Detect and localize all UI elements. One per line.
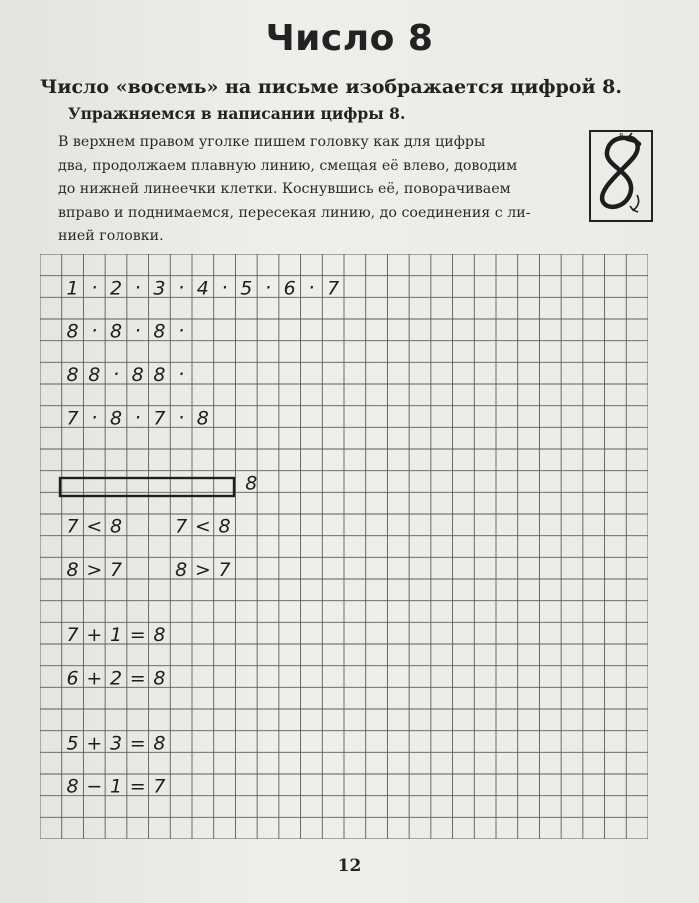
subtitle: Число «восемь» на письме изображается цифрой 8. (40, 76, 622, 98)
handwritten-symbol: 8 (109, 515, 123, 538)
handwritten-symbol: 8 (153, 364, 166, 386)
handwritten-symbol: 4 (196, 277, 209, 300)
handwritten-symbol: 8 (153, 667, 166, 690)
handwritten-symbol: · (177, 362, 185, 386)
description-line: до нижней линеечки клетки. Коснувшись её, поворачиваем (58, 181, 511, 197)
handwritten-symbol: 7 (66, 624, 79, 646)
handwritten-symbol: 7 (66, 407, 79, 430)
handwritten-symbol: = (129, 775, 146, 798)
handwritten-symbol: · (134, 405, 141, 430)
handwritten-symbol: 8 (109, 407, 123, 430)
handwritten-symbol: = (129, 732, 146, 755)
handwritten-symbol: + (86, 732, 103, 755)
handwritten-symbol: > (86, 559, 103, 581)
handwritten-symbol: < (194, 515, 211, 538)
handwritten-symbol: · (134, 318, 141, 343)
handwritten-symbol: 8 (66, 559, 79, 581)
handwritten-symbol: · (177, 405, 185, 430)
page-title: Число 8 (265, 18, 434, 59)
handwritten-symbol: 7 (327, 277, 340, 300)
handwritten-symbol: 7 (218, 559, 231, 581)
handwritten-symbol: · (91, 405, 98, 430)
handwritten-symbol: 6 (66, 667, 79, 690)
handwritten-symbol: 7 (109, 559, 123, 581)
description (58, 131, 578, 249)
handwritten-symbol: 3 (153, 277, 166, 300)
handwritten-symbol: − (86, 775, 103, 798)
handwritten-symbol: < (86, 515, 103, 538)
digit-eight-stroke-icon (591, 132, 650, 219)
handwritten-symbol: · (264, 275, 272, 300)
handwritten-symbol: 8 (109, 320, 123, 343)
handwritten-symbol: · (177, 318, 185, 343)
handwritten-symbol: 8 (245, 472, 258, 495)
handwritten-symbol: · (134, 275, 141, 300)
handwritten-symbol: 8 (131, 364, 144, 386)
handwritten-symbol: 8 (66, 364, 79, 386)
handwritten-symbol: · (91, 275, 98, 300)
handwritten-symbol: · (221, 275, 228, 300)
handwritten-symbol: 8 (218, 515, 231, 538)
handwritten-symbol: · (177, 275, 185, 300)
handwritten-symbol: 5 (66, 732, 79, 755)
handwritten-symbol: 8 (88, 364, 101, 386)
handwritten-symbol: · (308, 275, 315, 300)
handwritten-symbol: = (129, 667, 146, 690)
handwritten-symbol: 3 (109, 732, 123, 755)
handwritten-symbol: + (86, 667, 103, 690)
handwritten-symbol: 7 (66, 515, 79, 538)
handwritten-symbol: 8 (153, 624, 166, 646)
description-line: В верхнем правом уголке пишем головку как для цифры (58, 134, 486, 150)
description-line: вправо и поднимаемся, пересекая линию, до соединения с ли- (58, 204, 531, 221)
description-line: два, продолжаем плавную линию, смещая её влево, доводим (58, 157, 518, 174)
handwritten-symbol: + (86, 624, 103, 646)
writing-grid (40, 254, 648, 839)
handwritten-symbol: 8 (66, 775, 79, 798)
exercise-heading: Упражняемся в написании цифры 8. (68, 104, 406, 123)
handwritten-symbol: 5 (240, 277, 253, 300)
handwritten-symbol: · (91, 318, 98, 343)
handwritten-symbol: > (194, 559, 211, 581)
sample-digit-box (589, 130, 653, 222)
handwritten-symbol: 1 (109, 775, 123, 798)
description-line: нией головки. (58, 228, 164, 244)
handwritten-symbol: 8 (153, 732, 166, 755)
handwritten-symbol: 8 (66, 320, 79, 343)
handwritten-symbol: 7 (153, 407, 166, 430)
sample-digit-label: 8 (619, 132, 624, 140)
handwritten-symbol: 7 (153, 775, 166, 798)
answer-box (60, 478, 234, 496)
handwritten-symbol: 8 (196, 407, 209, 430)
handwritten-symbol: = (129, 624, 146, 646)
handwritten-symbol: 2 (109, 277, 123, 300)
handwritten-symbol: 2 (109, 667, 123, 690)
handwritten-symbol: 8 (175, 559, 188, 581)
handwritten-symbol: 1 (66, 277, 79, 300)
handwritten-symbol: 8 (153, 320, 166, 343)
handwritten-symbol: · (112, 362, 120, 386)
handwritten-symbol: 6 (283, 277, 296, 300)
page-number: 12 (337, 856, 362, 876)
handwritten-symbol: 1 (109, 624, 123, 646)
handwritten-symbol: 7 (175, 515, 188, 538)
